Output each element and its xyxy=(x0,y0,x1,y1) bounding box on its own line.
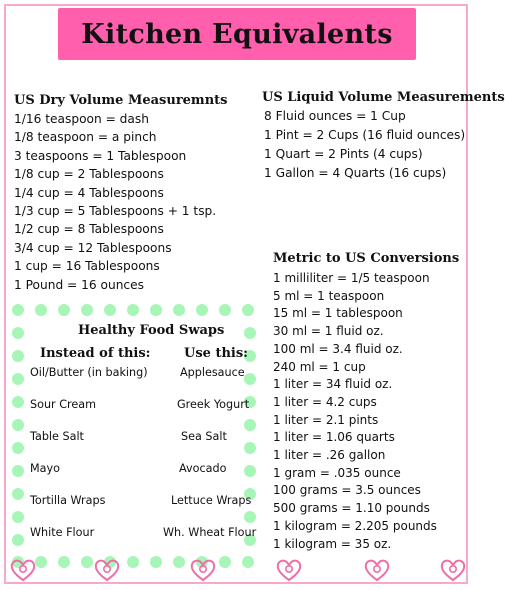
list-item: 1/3 cup = 5 Tablespoons + 1 tsp. xyxy=(14,204,217,219)
green-dot xyxy=(219,304,231,316)
green-dot xyxy=(58,304,70,316)
list-item: 1/2 cup = 8 Tablespoons xyxy=(14,222,164,237)
heart-icon xyxy=(364,558,390,582)
swaps-col-instead: Instead of this: xyxy=(40,346,151,361)
green-dot xyxy=(12,327,24,339)
list-item: 1/8 teaspoon = a pinch xyxy=(14,130,157,145)
green-dot xyxy=(196,304,208,316)
green-dot xyxy=(12,304,24,316)
list-item: 500 grams = 1.10 pounds xyxy=(273,501,430,516)
green-dot xyxy=(12,511,24,523)
swap-instead-item: White Flour xyxy=(30,526,95,539)
title-banner xyxy=(58,8,416,60)
list-item: 1 milliliter = 1/5 teaspoon xyxy=(273,271,430,285)
list-item: 100 grams = 3.5 ounces xyxy=(273,483,421,498)
green-dot xyxy=(127,304,139,316)
list-item: 3/4 cup = 12 Tablespoons xyxy=(14,240,172,255)
swap-use-item: Wh. Wheat Flour xyxy=(163,526,257,539)
list-item: 30 ml = 1 fluid oz. xyxy=(273,324,384,339)
swap-use-item: Sea Salt xyxy=(181,430,227,443)
metric-list xyxy=(273,270,437,553)
page-title: Kitchen Equivalents xyxy=(81,18,393,50)
swap-instead-item: Oil/Butter (in baking) xyxy=(30,366,148,379)
heart-icon xyxy=(276,558,302,582)
list-item: 1 Quart = 2 Pints (4 cups) xyxy=(264,147,423,161)
swap-use-item: Lettuce Wraps xyxy=(171,494,252,507)
swaps-col-use: Use this: xyxy=(184,346,248,361)
swaps-heading: Healthy Food Swaps xyxy=(78,323,225,338)
green-dot xyxy=(81,556,93,568)
green-dot xyxy=(58,556,70,568)
green-dot xyxy=(219,556,231,568)
list-item: 8 Fluid ounces = 1 Cup xyxy=(264,109,406,123)
dry-list xyxy=(14,110,216,294)
list-item: 1 liter = 2.1 pints xyxy=(273,412,379,427)
list-item: 1 liter = .26 gallon xyxy=(273,448,386,463)
list-item: 15 ml = 1 tablespoon xyxy=(273,306,403,321)
green-dot xyxy=(150,556,162,568)
green-dot xyxy=(173,556,185,568)
swap-use-item: Greek Yogurt xyxy=(177,398,250,411)
green-dot xyxy=(244,419,256,431)
green-dot xyxy=(35,304,47,316)
list-item: 1 kilogram = 2.205 pounds xyxy=(273,518,437,533)
swap-instead-item: Sour Cream xyxy=(30,398,96,411)
list-item: 1/16 teaspoon = dash xyxy=(14,112,149,126)
list-item: 1 kilogram = 35 oz. xyxy=(273,536,392,551)
heart-icon xyxy=(94,558,120,582)
metric-heading: Metric to US Conversions xyxy=(273,251,460,266)
list-item: 1 Gallon = 4 Quarts (16 cups) xyxy=(264,166,447,180)
swap-instead-item: Mayo xyxy=(30,462,60,475)
green-dot xyxy=(12,488,24,500)
green-dot xyxy=(244,511,256,523)
green-dot xyxy=(244,465,256,477)
list-item: 100 ml = 3.4 fluid oz. xyxy=(273,341,403,356)
green-dot xyxy=(12,396,24,408)
swap-instead-item: Table Salt xyxy=(30,430,84,443)
list-item: 1 Pint = 2 Cups (16 fluid ounces) xyxy=(264,128,466,142)
list-item: 1 gram = .035 ounce xyxy=(273,465,401,480)
heart-icon xyxy=(10,558,36,582)
green-dot xyxy=(12,419,24,431)
list-item: 1/4 cup = 4 Tablespoons xyxy=(14,185,164,200)
green-dot xyxy=(244,373,256,385)
green-dot xyxy=(104,304,116,316)
heart-icon xyxy=(190,558,216,582)
swap-instead-item: Tortilla Wraps xyxy=(30,494,106,507)
green-dot xyxy=(12,465,24,477)
green-dot xyxy=(81,304,93,316)
green-dot xyxy=(127,556,139,568)
green-dot xyxy=(12,534,24,546)
swap-use-item: Avocado xyxy=(179,462,227,475)
swap-use-item: Applesauce xyxy=(180,366,245,379)
list-item: 240 ml = 1 cup xyxy=(273,359,366,374)
liquid-list xyxy=(264,107,465,183)
heart-icon xyxy=(440,558,466,582)
list-item: 1 Pound = 16 ounces xyxy=(14,277,144,292)
green-dot xyxy=(244,442,256,454)
green-dot xyxy=(242,556,254,568)
green-dot xyxy=(35,556,47,568)
list-item: 5 ml = 1 teaspoon xyxy=(273,288,385,303)
green-dot xyxy=(150,304,162,316)
list-item: 1 liter = 34 fluid oz. xyxy=(273,377,393,392)
list-item: 3 teaspoons = 1 Tablespoon xyxy=(14,148,187,163)
green-dot xyxy=(12,442,24,454)
green-dot xyxy=(12,350,24,362)
list-item: 1 liter = 1.06 quarts xyxy=(273,430,395,445)
list-item: 1 liter = 4.2 cups xyxy=(273,394,377,409)
green-dot xyxy=(12,373,24,385)
liquid-heading: US Liquid Volume Measurements xyxy=(262,90,505,105)
green-dot xyxy=(244,327,256,339)
green-dot xyxy=(173,304,185,316)
dry-heading: US Dry Volume Measuremnts xyxy=(14,93,228,108)
green-dot xyxy=(242,304,254,316)
list-item: 1/8 cup = 2 Tablespoons xyxy=(14,167,164,182)
list-item: 1 cup = 16 Tablespoons xyxy=(14,259,160,274)
